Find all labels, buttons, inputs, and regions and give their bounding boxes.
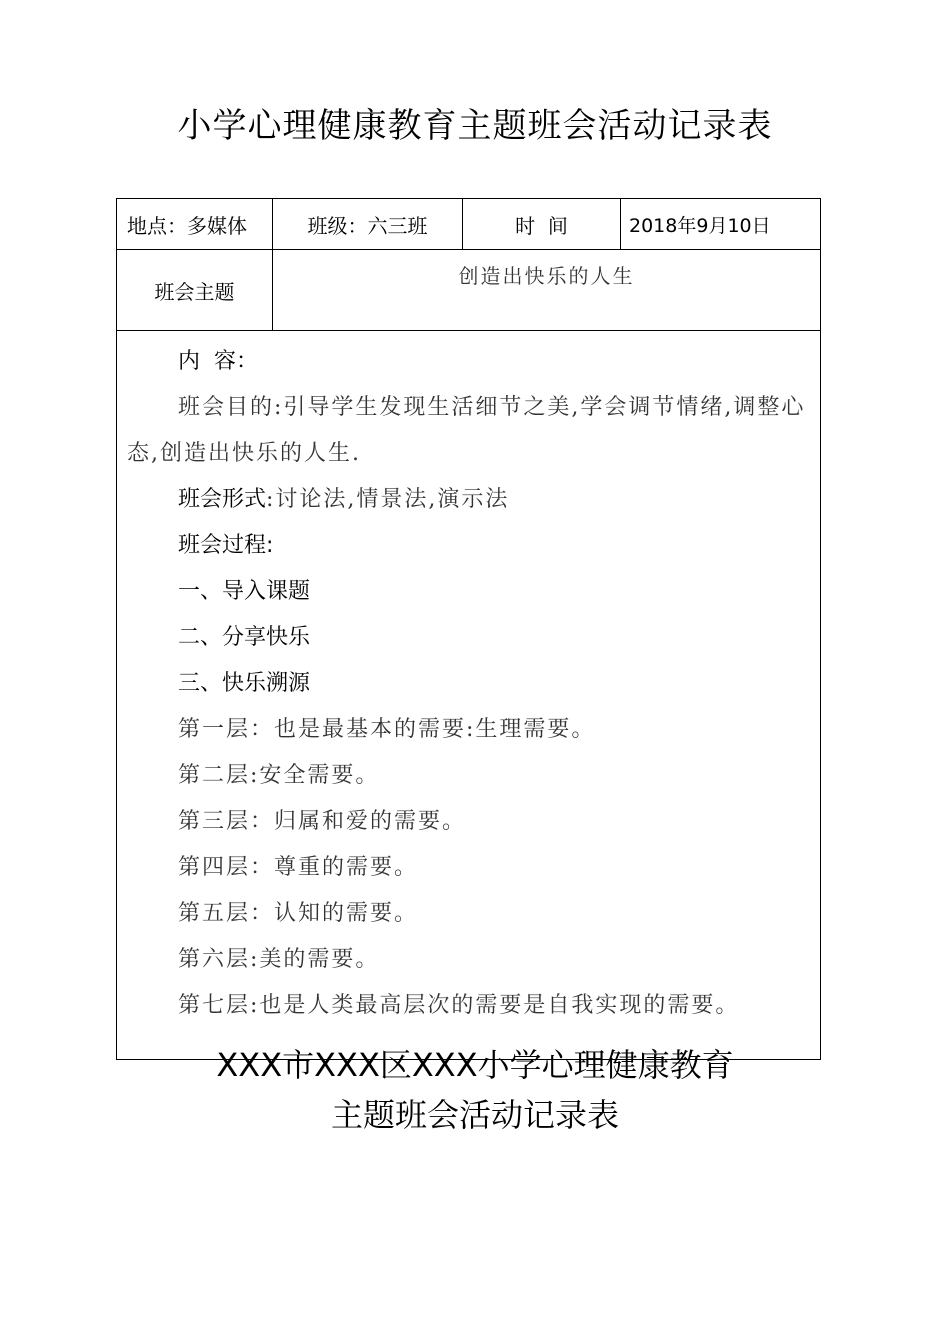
level-item: 第七层:也是人类最高层次的需要是自我实现的需要。 [178,993,740,1018]
level-item: 第四层：尊重的需要。 [178,855,419,880]
process-label: 班会过程: [178,533,274,558]
date-cell: 2018年9月10日 [621,199,821,250]
level-item: 第二层:安全需要。 [178,763,380,788]
topic-cell: 创造出快乐的人生 [273,250,821,331]
footer-title-line2: 主题班会活动记录表 [330,1096,619,1134]
topic-label-cell: 班会主题 [117,250,273,331]
form-value: :讨论法,情景法,演示法 [266,487,510,512]
section-item: 三、快乐溯源 [178,671,311,696]
content-label: 内 容： [178,349,258,374]
section-item: 二、分享快乐 [178,625,311,650]
place-cell: 地点：多媒体 [117,199,273,250]
purpose-paragraph: 班会目的:引导学生发现生活细节之美,学会调节情绪,调整心态,创造出快乐的人生. [127,395,806,466]
footer-title-line1: XXX市XXX区XXX小学心理健康教育 [216,1046,734,1084]
time-label: 时 间 [515,213,568,238]
level-item: 第三层：归属和爱的需要。 [178,809,467,834]
section-item: 一、导入课题 [178,579,311,604]
record-table [116,198,821,1060]
content-cell [117,331,821,1060]
time-label-cell [463,199,621,250]
document-title: 小学心理健康教育主题班会活动记录表 [177,106,773,146]
content-body [117,331,820,1029]
level-item: 第五层：认知的需要。 [178,901,419,926]
class-cell: 班级：六三班 [273,199,463,250]
info-row [117,199,821,250]
topic-row [117,250,821,331]
form-label: 班会形式 [178,487,267,512]
content-row [117,331,821,1060]
level-item: 第六层:美的需要。 [178,947,380,972]
level-item: 第一层：也是最基本的需要:生理需要。 [178,717,596,742]
form-line [127,477,810,523]
